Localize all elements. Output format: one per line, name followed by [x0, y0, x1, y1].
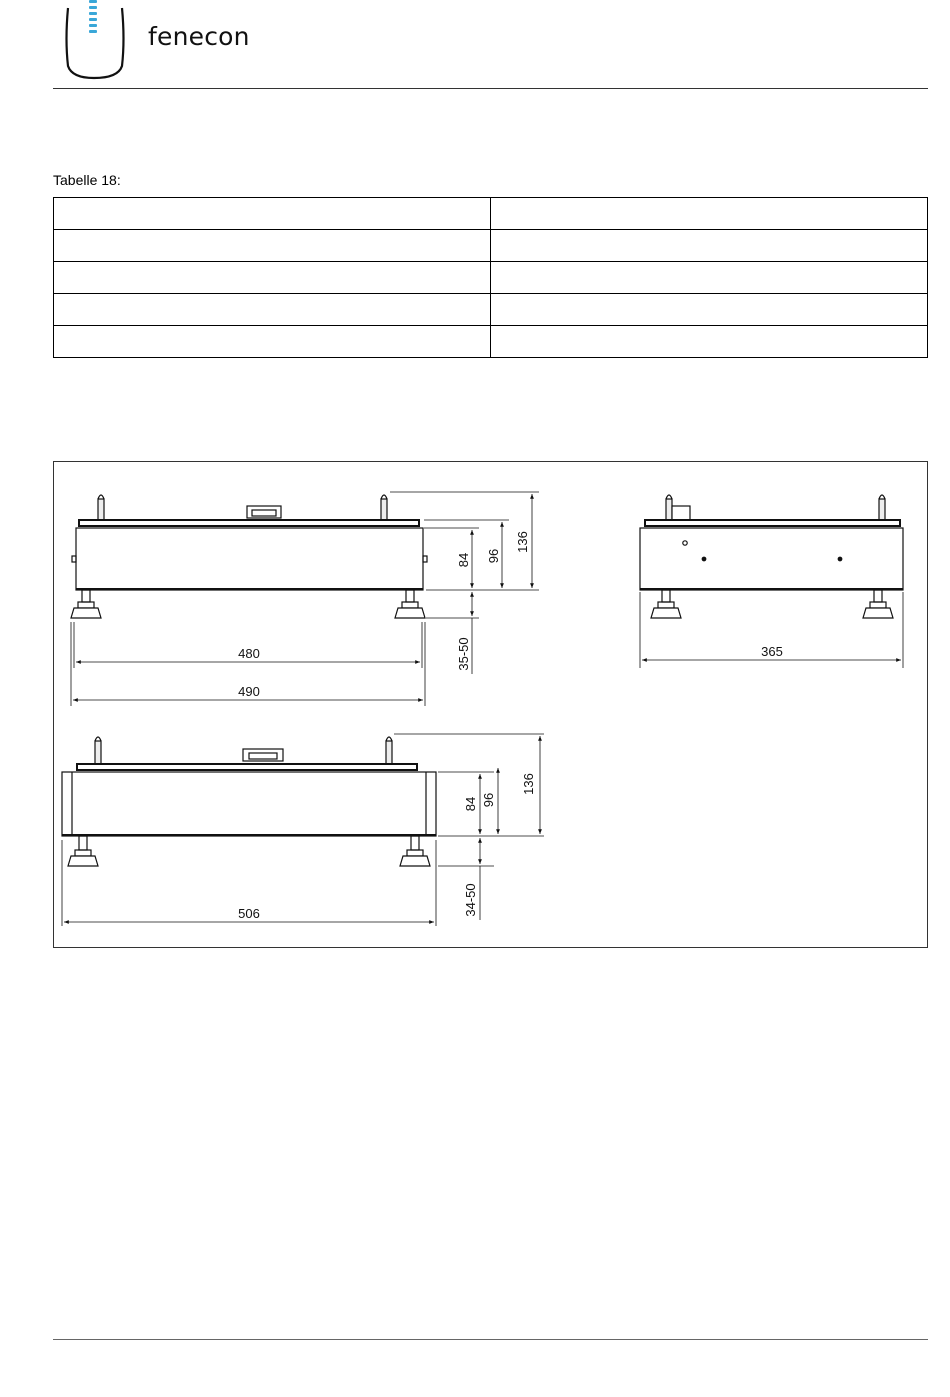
table-row — [54, 262, 928, 294]
spec-table — [53, 197, 928, 358]
dim-506: 506 — [238, 906, 260, 921]
dim-96: 96 — [486, 548, 501, 564]
dim-84: 84 — [456, 552, 471, 568]
table-row — [54, 326, 928, 358]
front-view-2 — [62, 737, 436, 866]
dim-136: 136 — [515, 531, 530, 553]
footer-divider — [53, 1339, 928, 1340]
table-row — [54, 294, 928, 326]
dim-34-50: 34-50 — [463, 883, 478, 917]
header-divider — [53, 88, 928, 89]
dim-84: 84 — [463, 796, 478, 812]
dim-96: 96 — [481, 792, 496, 808]
side-view — [640, 495, 903, 618]
dim-35-50: 35-50 — [456, 637, 471, 671]
dimension-drawing — [53, 461, 928, 948]
fenecon-logo — [60, 0, 130, 82]
front-view — [71, 495, 427, 618]
table-caption: Tabelle 18: — [53, 172, 121, 188]
dim-490: 490 — [238, 684, 260, 699]
table-row — [54, 198, 928, 230]
dim-136: 136 — [521, 773, 536, 795]
dim-480: 480 — [238, 646, 260, 661]
brand-name: fenecon — [148, 22, 250, 51]
table-row — [54, 230, 928, 262]
dim-365: 365 — [761, 644, 783, 659]
